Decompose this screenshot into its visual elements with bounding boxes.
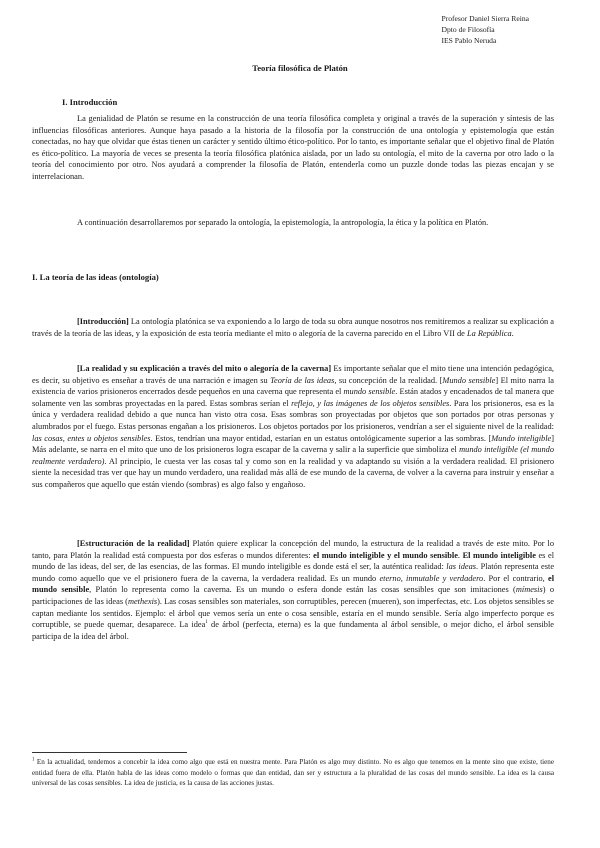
structure-text-2: . [457,550,463,560]
author-header [441,13,529,47]
structure-text-4: . Platón representa este mundo como aquello que ve el prisionero fuera de la caverna, la verdadera realidad. Es un mundo [32,562,555,583]
structure-bold-2: El mundo inteligible [462,550,536,560]
myth-text-4: . Están atados y encadenados de tal manera que solamente ven las sombras proyectadas en la pared. Estas sombras serían el [32,387,555,408]
myth-italic-2: Mundo sensible [442,375,496,385]
myth-text-5: . Para los prisioneros, esa es la única y verdadera realidad debido a que nunca han visto otra cosa. Esas sombras son proyectadas por objetos que son portados por otras personas y alumbrados por el fuego. Estas personas engañan a los prisioneros. Los objetos portados por los prisioneros, vendrían a ser el siguiente nivel de la realidad: [32,398,554,431]
myth-label: [La realidad y su explicación a través del mito o alegoría de la caverna] [77,364,332,373]
intro-label: [Introducción] [77,317,129,326]
myth-text-3: ] El mito narra la existencia de varios prisioneros encerrados desde pequeños en una caverna que representa el [32,375,554,397]
structure-text-9: de árbol (perfecta, eterna) es la que fundamenta al árbol sensible, o mejor dicho, el árbol sensible participa de la idea del árbol. [32,620,555,641]
header-author-line: Profesor Daniel Sierra Reina [441,14,529,23]
structure-italic-4: methexis [127,596,158,606]
document-title: Teoría filosófica de Platón [252,63,348,73]
intro-text: La ontología platónica se va exponiendo a lo largo de toda su obra aunque nosotros nos remitiremos a realizar su explicación a través de la teoría de las ideas, y la exposición de esta teoría mediante el mito o alegoría de la caverna parecido en el Libro VII de [32,317,554,338]
myth-italic-3: mundo sensible [343,387,396,397]
structure-bold-1: el mundo inteligible y el mundo sensible [313,550,458,560]
structure-text-6: , Platón lo representa como la caverna. Es un mundo o esfera donde están las cosas sensibles que son imitaciones ( [89,585,516,595]
header-department-line: Dpto de Filosofía [441,25,495,35]
structure-text-3: es el mundo de las ideas, del ser, de las esencias, de las formas. El mundo inteligible es donde está el ser, la auténtica realidad: [32,550,555,572]
intro-end: . [511,328,514,338]
intro-paragraph-2: A continuación desarrollaremos por separado la ontología, la epistemología, la antropología, la ética y la política en Platón. [77,218,489,227]
myth-italic-7: mundo inteligible (el mundo realmente verdadero) [32,445,554,466]
myth-italic-6: Mundo inteligible [491,433,552,443]
structure-text-8: ). Las cosas sensibles son materiales, son corruptibles, perecen (mueren), son imperfectas, etc. Los objetos sensibles se captan mediante los sentidos. Ejemplo: el árbol que vemos sería un ente o cosa sensible, estaría en el mundo sensible. Sería algo imperfecto porque es corruptible, se puede quemar, desaparece. La idea [32,596,554,630]
footnote-divider [32,752,187,753]
myth-text-6: . Estos, tendrían una mayor entidad, estarían en un estatus ontológicamente superior a las sombras. [ [150,433,492,443]
structure-label: [Estructuración de la realidad] [77,539,190,548]
section-heading-theory-of-ideas: I. La teoría de las ideas (ontología) [32,272,159,282]
ontology-intro-paragraph [32,316,554,339]
myth-italic-1: Teoría de las ideas, [270,375,337,385]
section-heading-introduction: I. Introducción [62,97,118,107]
structure-italic-3: mímesis [515,585,543,595]
myth-text-7: ] Más adelante, se narra en el mito que uno de los prisioneros logra escapar de la caverna y salir a la superficie que simboliza el [32,433,554,455]
structure-text-7: ) o participaciones de las ideas ( [32,585,554,606]
footnote [32,757,554,789]
reality-structure-paragraph [32,538,554,642]
structure-italic-2: eterno, inmutable y verdadero [379,573,484,583]
header-school-line: IES Pablo Neruda [441,36,497,46]
footnote-mark: 1 [32,757,35,763]
footnote-text: En la actualidad, tendemos a concebir la idea como algo que está en nuestra mente. Para Platón es algo muy distinto. No es algo que tenemos en la mente sino que existe, tiene entidad fuera de ella. Platón habla de las ideas como modelo o formas que dan entidad, dan ser y estructura a la pluralidad de las cosas del mundo sensible. La idea es la causa universal de las cosas sensibles. La idea de justicia, es la causa de las acciones justas. [32,758,554,788]
cave-myth-paragraph [32,363,554,491]
myth-italic-5: las cosas, entes u objetos sensibles [32,433,151,443]
structure-italic-1: las ideas [446,562,477,572]
footnote-reference[interactable]: 1 [205,620,208,626]
intro-paragraph-1: La genialidad de Platón se resume en la construcción de una teoría filosófica completa y original a través de la superación y síntesis de las influencias filosóficas anteriores. Aunque haya pasado a la historia de la filosofía por la construcción de una ontología y epistemología que están conectadas, no hay que olvidar que éstas tienen un carácter y sentido último ético-político. Por lo tanto, es importante señalar que el objetivo final de Platón es ético-político. La mayoría de veces se presenta la teoría filosófica platónica aislada, por un lado su ontología, el mito de la caverna por otro lado o la teoría del conocimiento por otro. Nos ayudará a comprender la filosofía de Platón, entenderla como un puzzle donde todas las piezas encajan y se interrelacionan. [32,114,554,181]
structure-text-5: . Por el contrario, [483,573,548,583]
myth-text-2: su concepción de la realidad. [ [336,375,443,385]
myth-text-1: Es importante señalar que el mito tiene una intención pedagógica, es decir, su objetivo es enseñar a través de una narración e imagen su [32,364,554,385]
myth-italic-4: reflejo, y las imágenes de los objetos sensibles [291,398,450,408]
book-title: La República [466,328,512,338]
structure-bold-3: el mundo sensible [32,573,555,595]
structure-text-1: Platón quiere explicar la concepción del mundo, la estructura de la realidad a través de este mito. Por lo tanto, para Platón la realidad está compuesta por dos esferas o mundos diferentes: [32,539,555,560]
myth-text-8: . Al principio, le cuesta ver las cosas tal y como son en la realidad y va adaptando su visión a la verdadera realidad. El prisionero siente la necesidad tras ver que hay un mundo verdadero, una realidad más allá de ese mundo de la caverna, de volver a la caverna para instruir y enseñar a sus compañeros que aquello que están viendo (sombras) es algo falso y engañoso. [32,456,555,489]
